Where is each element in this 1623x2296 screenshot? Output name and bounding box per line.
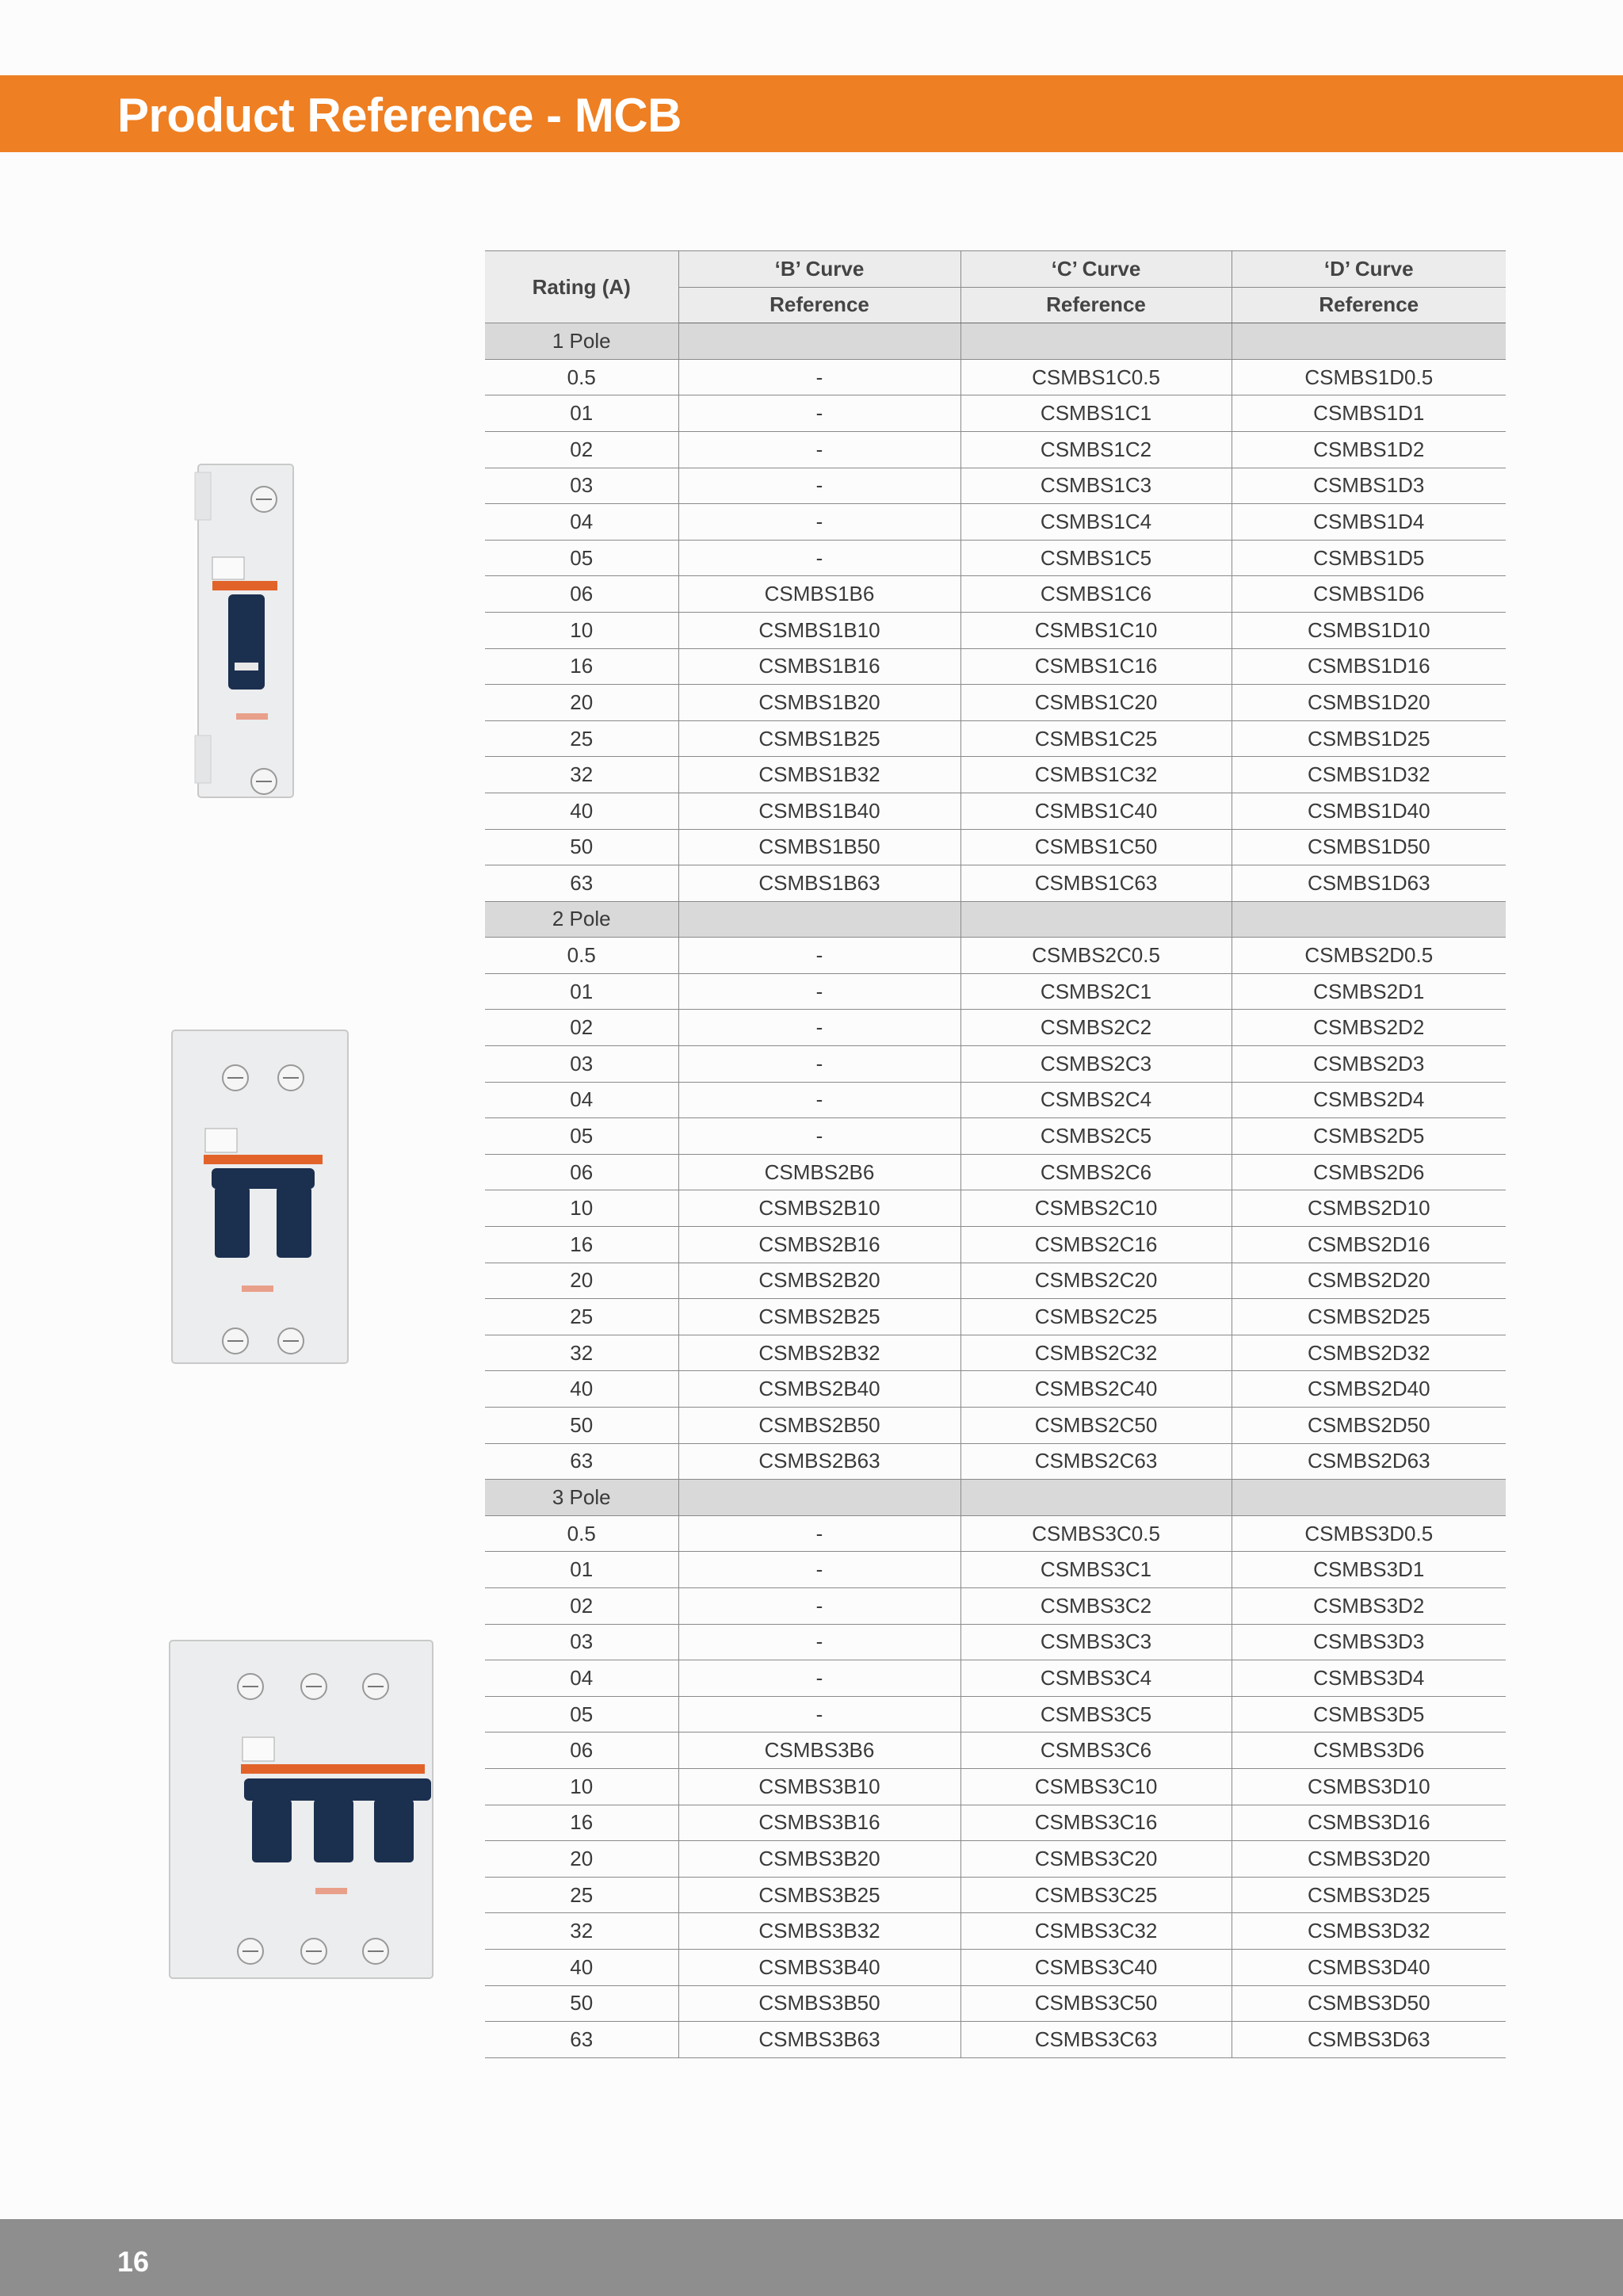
table-row xyxy=(485,1877,1506,1913)
c-curve-cell: CSMBS1C32 xyxy=(960,757,1232,793)
b-curve-cell: CSMBS3B16 xyxy=(678,1805,960,1841)
d-curve-cell: CSMBS2D6 xyxy=(1232,1154,1506,1190)
c-curve-cell: CSMBS1C0.5 xyxy=(960,359,1232,395)
b-curve-cell: - xyxy=(678,938,960,974)
d-curve-cell: CSMBS3D16 xyxy=(1232,1805,1506,1841)
c-curve-cell: CSMBS3C63 xyxy=(960,2022,1232,2058)
d-curve-cell: CSMBS2D3 xyxy=(1232,1046,1506,1083)
rating-cell: 04 xyxy=(485,504,678,541)
d-curve-cell: CSMBS2D63 xyxy=(1232,1443,1506,1480)
rating-cell: 10 xyxy=(485,1190,678,1227)
rating-cell: 05 xyxy=(485,540,678,576)
b-curve-cell: CSMBS3B10 xyxy=(678,1768,960,1805)
c-curve-cell: CSMBS3C32 xyxy=(960,1913,1232,1950)
d-curve-cell: CSMBS3D5 xyxy=(1232,1696,1506,1733)
rating-cell: 20 xyxy=(485,1263,678,1299)
table-row xyxy=(485,576,1506,613)
b-curve-cell: - xyxy=(678,973,960,1010)
c-curve-cell: CSMBS3C16 xyxy=(960,1805,1232,1841)
b-curve-cell: CSMBS2B20 xyxy=(678,1263,960,1299)
section-empty-cell xyxy=(1232,323,1506,360)
rating-cell: 0.5 xyxy=(485,359,678,395)
c-curve-cell: CSMBS1C2 xyxy=(960,431,1232,468)
b-curve-cell: - xyxy=(678,1515,960,1552)
table-row xyxy=(485,540,1506,576)
table-row xyxy=(485,793,1506,829)
table-row xyxy=(485,1985,1506,2022)
d-curve-cell: CSMBS2D25 xyxy=(1232,1299,1506,1335)
table-row xyxy=(485,1841,1506,1878)
rating-cell: 02 xyxy=(485,1587,678,1624)
rating-cell: 25 xyxy=(485,720,678,757)
c-curve-cell: CSMBS1C20 xyxy=(960,685,1232,721)
table-row xyxy=(485,938,1506,974)
b-curve-cell: CSMBS1B16 xyxy=(678,648,960,685)
table-body xyxy=(485,323,1506,2058)
d-curve-header: ‘D’ Curve xyxy=(1232,251,1506,288)
table-row xyxy=(485,1515,1506,1552)
table-row xyxy=(485,757,1506,793)
rating-cell: 03 xyxy=(485,1046,678,1083)
table-row xyxy=(485,1335,1506,1371)
rating-cell: 63 xyxy=(485,2022,678,2058)
rating-cell: 06 xyxy=(485,1733,678,1769)
c-curve-cell: CSMBS2C20 xyxy=(960,1263,1232,1299)
d-curve-cell: CSMBS2D1 xyxy=(1232,973,1506,1010)
c-curve-cell: CSMBS3C6 xyxy=(960,1733,1232,1769)
d-curve-cell: CSMBS3D3 xyxy=(1232,1624,1506,1660)
section-row xyxy=(485,901,1506,938)
table-row xyxy=(485,359,1506,395)
table-row xyxy=(485,648,1506,685)
rating-cell: 50 xyxy=(485,1985,678,2022)
d-curve-cell: CSMBS1D1 xyxy=(1232,395,1506,432)
c-curve-cell: CSMBS3C0.5 xyxy=(960,1515,1232,1552)
b-curve-cell: - xyxy=(678,540,960,576)
c-curve-cell: CSMBS2C50 xyxy=(960,1408,1232,1444)
d-curve-cell: CSMBS3D20 xyxy=(1232,1841,1506,1878)
d-curve-cell: CSMBS1D16 xyxy=(1232,648,1506,685)
c-curve-cell: CSMBS1C25 xyxy=(960,720,1232,757)
b-curve-cell: - xyxy=(678,1660,960,1697)
section-label: 3 Pole xyxy=(485,1480,678,1516)
d-curve-cell: CSMBS3D50 xyxy=(1232,1985,1506,2022)
section-empty-cell xyxy=(678,901,960,938)
d-curve-cell: CSMBS1D5 xyxy=(1232,540,1506,576)
rating-cell: 0.5 xyxy=(485,938,678,974)
table-row xyxy=(485,431,1506,468)
rating-cell: 05 xyxy=(485,1696,678,1733)
d-curve-cell: CSMBS1D3 xyxy=(1232,468,1506,504)
b-curve-cell: CSMBS2B40 xyxy=(678,1371,960,1408)
mcb-1-pole-image xyxy=(189,458,315,810)
b-curve-cell: - xyxy=(678,468,960,504)
b-curve-cell: CSMBS2B16 xyxy=(678,1227,960,1263)
table-row xyxy=(485,612,1506,648)
section-empty-cell xyxy=(678,1480,960,1516)
d-curve-cell: CSMBS3D2 xyxy=(1232,1587,1506,1624)
d-curve-cell: CSMBS2D0.5 xyxy=(1232,938,1506,974)
b-curve-cell: CSMBS1B20 xyxy=(678,685,960,721)
b-curve-cell: - xyxy=(678,504,960,541)
c-curve-cell: CSMBS3C20 xyxy=(960,1841,1232,1878)
c-curve-cell: CSMBS2C4 xyxy=(960,1082,1232,1118)
rating-cell: 04 xyxy=(485,1660,678,1697)
c-curve-cell: CSMBS3C10 xyxy=(960,1768,1232,1805)
rating-cell: 50 xyxy=(485,1408,678,1444)
rating-cell: 05 xyxy=(485,1118,678,1155)
c-curve-cell: CSMBS3C1 xyxy=(960,1552,1232,1588)
b-curve-cell: CSMBS3B40 xyxy=(678,1949,960,1985)
rating-cell: 40 xyxy=(485,1371,678,1408)
section-empty-cell xyxy=(1232,1480,1506,1516)
table-row xyxy=(485,468,1506,504)
table-row xyxy=(485,1082,1506,1118)
b-curve-cell: CSMBS3B63 xyxy=(678,2022,960,2058)
b-curve-cell: CSMBS2B50 xyxy=(678,1408,960,1444)
section-row xyxy=(485,1480,1506,1516)
d-curve-cell: CSMBS3D63 xyxy=(1232,2022,1506,2058)
c-curve-cell: CSMBS1C4 xyxy=(960,504,1232,541)
rating-cell: 06 xyxy=(485,1154,678,1190)
c-curve-cell: CSMBS3C2 xyxy=(960,1587,1232,1624)
c-curve-cell: CSMBS2C25 xyxy=(960,1299,1232,1335)
d-curve-cell: CSMBS1D6 xyxy=(1232,576,1506,613)
d-curve-cell: CSMBS1D63 xyxy=(1232,865,1506,902)
c-curve-cell: CSMBS3C5 xyxy=(960,1696,1232,1733)
table-row xyxy=(485,1190,1506,1227)
d-curve-cell: CSMBS2D32 xyxy=(1232,1335,1506,1371)
b-curve-cell: - xyxy=(678,1010,960,1046)
table-row xyxy=(485,1913,1506,1950)
b-curve-cell: - xyxy=(678,1046,960,1083)
b-curve-cell: CSMBS2B25 xyxy=(678,1299,960,1335)
c-curve-cell: CSMBS2C5 xyxy=(960,1118,1232,1155)
d-curve-cell: CSMBS1D4 xyxy=(1232,504,1506,541)
b-curve-cell: CSMBS2B6 xyxy=(678,1154,960,1190)
c-curve-cell: CSMBS2C6 xyxy=(960,1154,1232,1190)
mcb-3-pole-image xyxy=(165,1636,442,1985)
c-curve-cell: CSMBS3C4 xyxy=(960,1660,1232,1697)
table-row xyxy=(485,865,1506,902)
d-curve-cell: CSMBS1D10 xyxy=(1232,612,1506,648)
b-curve-cell: CSMBS2B32 xyxy=(678,1335,960,1371)
b-curve-cell: CSMBS3B6 xyxy=(678,1733,960,1769)
c-curve-cell: CSMBS2C3 xyxy=(960,1046,1232,1083)
table-row xyxy=(485,1408,1506,1444)
b-curve-cell: CSMBS1B63 xyxy=(678,865,960,902)
table-row xyxy=(485,973,1506,1010)
rating-cell: 50 xyxy=(485,829,678,865)
table-row xyxy=(485,685,1506,721)
section-label: 1 Pole xyxy=(485,323,678,360)
rating-cell: 63 xyxy=(485,865,678,902)
rating-cell: 32 xyxy=(485,757,678,793)
mcb-2-pole-image xyxy=(162,1024,369,1376)
b-curve-cell: - xyxy=(678,359,960,395)
b-curve-cell: - xyxy=(678,1118,960,1155)
d-curve-cell: CSMBS2D10 xyxy=(1232,1190,1506,1227)
c-curve-cell: CSMBS1C40 xyxy=(960,793,1232,829)
section-empty-cell xyxy=(960,901,1232,938)
d-curve-cell: CSMBS3D6 xyxy=(1232,1733,1506,1769)
section-label: 2 Pole xyxy=(485,901,678,938)
c-curve-cell: CSMBS3C3 xyxy=(960,1624,1232,1660)
rating-cell: 20 xyxy=(485,685,678,721)
c-curve-cell: CSMBS2C2 xyxy=(960,1010,1232,1046)
b-curve-cell: CSMBS2B63 xyxy=(678,1443,960,1480)
table-row xyxy=(485,1660,1506,1697)
rating-cell: 63 xyxy=(485,1443,678,1480)
d-curve-cell: CSMBS3D10 xyxy=(1232,1768,1506,1805)
table-row xyxy=(485,1552,1506,1588)
table-row xyxy=(485,720,1506,757)
rating-header: Rating (A) xyxy=(485,251,678,323)
b-curve-cell: - xyxy=(678,1552,960,1588)
c-curve-cell: CSMBS2C1 xyxy=(960,973,1232,1010)
table-row xyxy=(485,1443,1506,1480)
b-curve-cell: CSMBS1B25 xyxy=(678,720,960,757)
rating-cell: 01 xyxy=(485,973,678,1010)
c-curve-cell: CSMBS1C6 xyxy=(960,576,1232,613)
section-empty-cell xyxy=(960,1480,1232,1516)
b-curve-cell: - xyxy=(678,395,960,432)
rating-cell: 06 xyxy=(485,576,678,613)
rating-cell: 32 xyxy=(485,1913,678,1950)
rating-cell: 04 xyxy=(485,1082,678,1118)
b-curve-cell: CSMBS3B25 xyxy=(678,1877,960,1913)
d-curve-cell: CSMBS2D20 xyxy=(1232,1263,1506,1299)
table-row xyxy=(485,829,1506,865)
table-row xyxy=(485,1010,1506,1046)
c-curve-cell: CSMBS3C50 xyxy=(960,1985,1232,2022)
c-curve-cell: CSMBS1C3 xyxy=(960,468,1232,504)
table-row xyxy=(485,504,1506,541)
table-row xyxy=(485,1371,1506,1408)
table-row xyxy=(485,1805,1506,1841)
d-curve-cell: CSMBS2D5 xyxy=(1232,1118,1506,1155)
b-curve-cell: CSMBS1B50 xyxy=(678,829,960,865)
rating-cell: 20 xyxy=(485,1841,678,1878)
c-curve-cell: CSMBS3C25 xyxy=(960,1877,1232,1913)
product-reference-table xyxy=(485,250,1506,2058)
rating-cell: 10 xyxy=(485,1768,678,1805)
c-curve-cell: CSMBS1C16 xyxy=(960,648,1232,685)
b-curve-cell: CSMBS2B10 xyxy=(678,1190,960,1227)
table-row xyxy=(485,1624,1506,1660)
rating-cell: 40 xyxy=(485,793,678,829)
rating-cell: 16 xyxy=(485,1805,678,1841)
c-curve-cell: CSMBS2C10 xyxy=(960,1190,1232,1227)
c-curve-cell: CSMBS1C63 xyxy=(960,865,1232,902)
b-curve-cell: - xyxy=(678,1587,960,1624)
rating-cell: 02 xyxy=(485,431,678,468)
table-row xyxy=(485,1733,1506,1769)
b-curve-cell: CSMBS3B20 xyxy=(678,1841,960,1878)
table-row xyxy=(485,1949,1506,1985)
c-curve-header: ‘C’ Curve xyxy=(960,251,1232,288)
d-curve-cell: CSMBS3D1 xyxy=(1232,1552,1506,1588)
b-curve-cell: - xyxy=(678,1082,960,1118)
table-row xyxy=(485,1299,1506,1335)
d-curve-cell: CSMBS2D2 xyxy=(1232,1010,1506,1046)
d-reference-header: Reference xyxy=(1232,287,1506,323)
b-curve-cell: CSMBS1B40 xyxy=(678,793,960,829)
table-row xyxy=(485,1587,1506,1624)
c-curve-cell: CSMBS1C1 xyxy=(960,395,1232,432)
b-curve-cell: CSMBS1B10 xyxy=(678,612,960,648)
rating-cell: 40 xyxy=(485,1949,678,1985)
table-row xyxy=(485,1696,1506,1733)
c-curve-cell: CSMBS1C50 xyxy=(960,829,1232,865)
b-reference-header: Reference xyxy=(678,287,960,323)
rating-cell: 25 xyxy=(485,1877,678,1913)
section-row xyxy=(485,323,1506,360)
table-row xyxy=(485,1046,1506,1083)
b-curve-cell: CSMBS3B32 xyxy=(678,1913,960,1950)
b-curve-header: ‘B’ Curve xyxy=(678,251,960,288)
c-reference-header: Reference xyxy=(960,287,1232,323)
b-curve-cell: - xyxy=(678,1624,960,1660)
rating-cell: 0.5 xyxy=(485,1515,678,1552)
rating-cell: 10 xyxy=(485,612,678,648)
title-bar xyxy=(0,75,1623,152)
d-curve-cell: CSMBS3D4 xyxy=(1232,1660,1506,1697)
c-curve-cell: CSMBS2C0.5 xyxy=(960,938,1232,974)
d-curve-cell: CSMBS1D0.5 xyxy=(1232,359,1506,395)
d-curve-cell: CSMBS3D25 xyxy=(1232,1877,1506,1913)
rating-cell: 32 xyxy=(485,1335,678,1371)
b-curve-cell: CSMBS3B50 xyxy=(678,1985,960,2022)
section-empty-cell xyxy=(678,323,960,360)
b-curve-cell: - xyxy=(678,1696,960,1733)
table-row xyxy=(485,1227,1506,1263)
b-curve-cell: CSMBS1B32 xyxy=(678,757,960,793)
rating-cell: 01 xyxy=(485,395,678,432)
table-row xyxy=(485,1154,1506,1190)
rating-cell: 02 xyxy=(485,1010,678,1046)
c-curve-cell: CSMBS1C10 xyxy=(960,612,1232,648)
rating-cell: 01 xyxy=(485,1552,678,1588)
b-curve-cell: - xyxy=(678,431,960,468)
d-curve-cell: CSMBS2D4 xyxy=(1232,1082,1506,1118)
table-row xyxy=(485,1263,1506,1299)
d-curve-cell: CSMBS3D0.5 xyxy=(1232,1515,1506,1552)
c-curve-cell: CSMBS2C63 xyxy=(960,1443,1232,1480)
table-row xyxy=(485,1768,1506,1805)
rating-cell: 03 xyxy=(485,1624,678,1660)
d-curve-cell: CSMBS3D32 xyxy=(1232,1913,1506,1950)
c-curve-cell: CSMBS2C32 xyxy=(960,1335,1232,1371)
table-row xyxy=(485,2022,1506,2058)
rating-cell: 16 xyxy=(485,1227,678,1263)
section-empty-cell xyxy=(960,323,1232,360)
section-empty-cell xyxy=(1232,901,1506,938)
d-curve-cell: CSMBS2D16 xyxy=(1232,1227,1506,1263)
rating-cell: 03 xyxy=(485,468,678,504)
d-curve-cell: CSMBS2D50 xyxy=(1232,1408,1506,1444)
d-curve-cell: CSMBS1D50 xyxy=(1232,829,1506,865)
d-curve-cell: CSMBS1D2 xyxy=(1232,431,1506,468)
rating-cell: 16 xyxy=(485,648,678,685)
c-curve-cell: CSMBS3C40 xyxy=(960,1949,1232,1985)
page-title: Product Reference - MCB xyxy=(117,89,682,142)
d-curve-cell: CSMBS2D40 xyxy=(1232,1371,1506,1408)
footer-bar xyxy=(0,2219,1623,2296)
d-curve-cell: CSMBS1D25 xyxy=(1232,720,1506,757)
table-row xyxy=(485,1118,1506,1155)
b-curve-cell: CSMBS1B6 xyxy=(678,576,960,613)
d-curve-cell: CSMBS3D40 xyxy=(1232,1949,1506,1985)
rating-cell: 25 xyxy=(485,1299,678,1335)
table-row xyxy=(485,395,1506,432)
c-curve-cell: CSMBS2C40 xyxy=(960,1371,1232,1408)
d-curve-cell: CSMBS1D32 xyxy=(1232,757,1506,793)
c-curve-cell: CSMBS1C5 xyxy=(960,540,1232,576)
c-curve-cell: CSMBS2C16 xyxy=(960,1227,1232,1263)
d-curve-cell: CSMBS1D40 xyxy=(1232,793,1506,829)
page-number: 16 xyxy=(117,2245,150,2278)
d-curve-cell: CSMBS1D20 xyxy=(1232,685,1506,721)
